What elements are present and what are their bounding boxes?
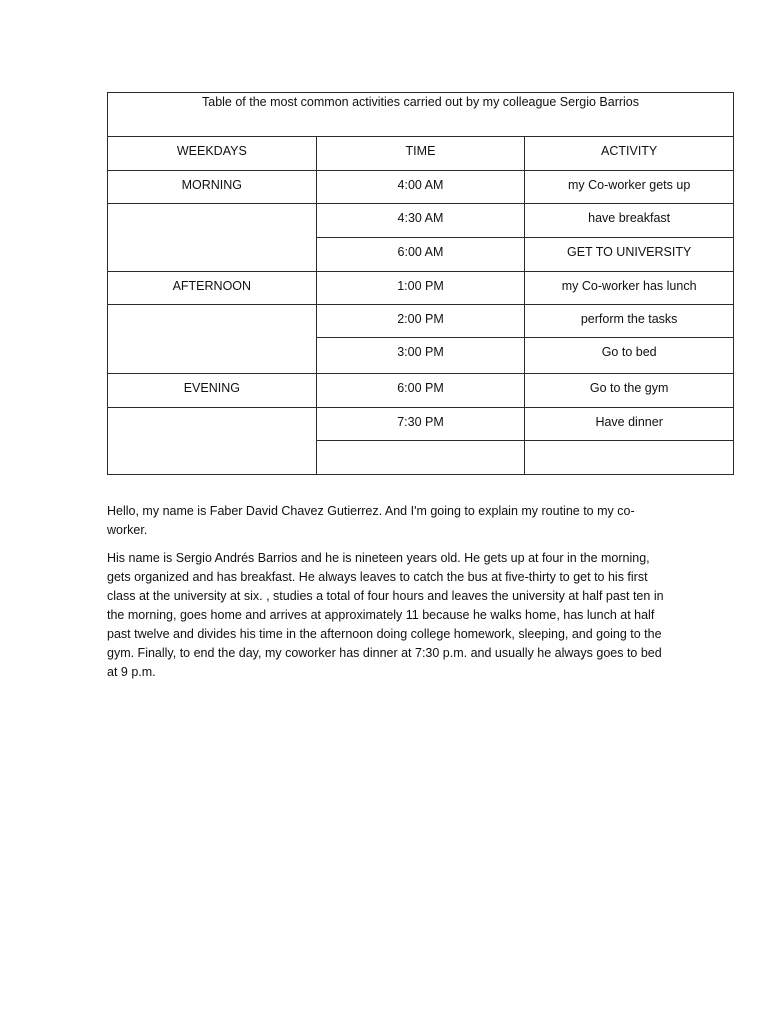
weekday-cell: [108, 238, 317, 272]
weekday-cell: [108, 408, 317, 441]
weekday-cell: EVENING: [108, 374, 317, 408]
activity-cell: [525, 441, 734, 475]
table-row: [108, 204, 734, 238]
table-row: [108, 441, 734, 475]
table-row: [108, 238, 734, 272]
activity-cell: perform the tasks: [525, 305, 734, 338]
activity-cell: my Co-worker has lunch: [525, 272, 734, 305]
time-cell: 3:00 PM: [316, 338, 525, 374]
table-header-row: [108, 137, 734, 171]
table-caption: Table of the most common activities carried out by my colleague Sergio Barrios: [108, 93, 734, 137]
header-time: TIME: [316, 137, 525, 171]
activities-table: [107, 92, 734, 475]
body-paragraph: His name is Sergio Andrés Barrios and he is nineteen years old. He gets up at four in the morning, gets organized and has breakfast. He always leaves to catch the bus at five-thirty to get to his first class at the university at six. , studies a total of four hours and leaves the university at half past ten in the morning, goes home and arrives at approximately 11 because he walks home, has lunch at half past twelve and divides his time in the afternoon doing college homework, sleeping, and going to the gym. Finally, to end the day, my coworker has dinner at 7:30 p.m. and usually he always goes to bed at 9 p.m.: [107, 551, 664, 679]
table-row: [108, 272, 734, 305]
time-cell: 1:00 PM: [316, 272, 525, 305]
table-caption-row: [108, 93, 734, 137]
header-weekdays: WEEKDAYS: [108, 137, 317, 171]
activity-cell: Have dinner: [525, 408, 734, 441]
routine-description: [107, 502, 667, 691]
activity-cell: Go to bed: [525, 338, 734, 374]
activity-cell: GET TO UNIVERSITY: [525, 238, 734, 272]
time-cell: 7:30 PM: [316, 408, 525, 441]
intro-paragraph: Hello, my name is Faber David Chavez Gutierrez. And I'm going to explain my routine to my co-worker.: [107, 504, 635, 537]
activity-cell: my Co-worker gets up: [525, 171, 734, 204]
weekday-cell: [108, 204, 317, 238]
weekday-cell: [108, 338, 317, 374]
activity-cell: have breakfast: [525, 204, 734, 238]
table-row: [108, 305, 734, 338]
weekday-cell: AFTERNOON: [108, 272, 317, 305]
time-cell: 6:00 AM: [316, 238, 525, 272]
weekday-cell: [108, 305, 317, 338]
time-cell: 2:00 PM: [316, 305, 525, 338]
table-row: [108, 338, 734, 374]
time-cell: 6:00 PM: [316, 374, 525, 408]
activities-table-container: [107, 92, 734, 474]
table-row: [108, 374, 734, 408]
activity-cell: Go to the gym: [525, 374, 734, 408]
table-row: [108, 171, 734, 204]
table-row: [108, 408, 734, 441]
weekday-cell: [108, 441, 317, 475]
header-activity: ACTIVITY: [525, 137, 734, 171]
time-cell: 4:00 AM: [316, 171, 525, 204]
time-cell: [316, 441, 525, 475]
time-cell: 4:30 AM: [316, 204, 525, 238]
weekday-cell: MORNING: [108, 171, 317, 204]
